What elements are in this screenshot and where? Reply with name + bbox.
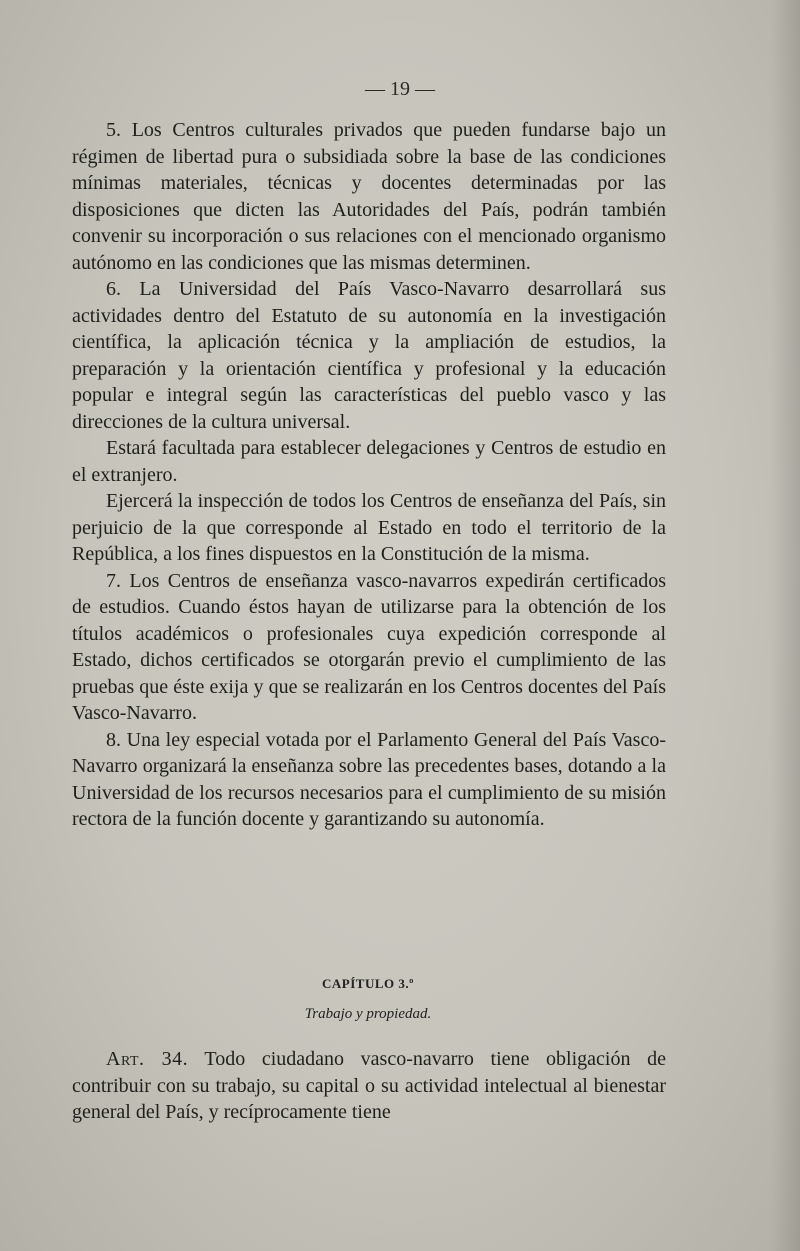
paragraph-section-8: 8. Una ley especial votada por el Parlamento General del País Vasco-Navarro organizará la enseñanza sobre las precedentes bases, dotando a la Universidad de los recursos necesarios para el cumplimiento de su misión rectora de la función docente y garantizando su autonomía.	[72, 728, 666, 830]
article-label: Art. 34.	[106, 1048, 189, 1070]
paragraph-delegations: Estará facultada para establecer delegaciones y Centros de estudio en el extranjero.	[72, 437, 666, 486]
page-edge-shadow	[770, 0, 800, 1251]
page-number: — 19 —	[365, 78, 435, 100]
body-text	[72, 117, 666, 833]
article-text: Todo ciudadano vasco-navarro tiene obligación de contribuir con su trabajo, su capital o su actividad intelectual al bienestar general del País, y recíprocamente tiene	[72, 1048, 666, 1123]
paragraph-section-5: 5. Los Centros culturales privados que pueden fundarse bajo un régimen de libertad pura o subsidiada sobre la base de las condiciones mínimas materiales, técnicas y docentes determinadas por las disposiciones que dicten las Autoridades del País, podrán también convenir su incorporación o sus relaciones con el mencionado organismo autónomo en las condiciones que las mismas determinen.	[72, 119, 666, 274]
article-34	[72, 1046, 666, 1126]
chapter-title: CAPÍTULO 3.º	[322, 976, 414, 991]
chapter-subtitle: Trabajo y propiedad.	[304, 1006, 432, 1022]
paragraph-inspection: Ejercerá la inspección de todos los Centros de enseñanza del País, sin perjuicio de la que corresponde al Estado en todo el territorio de la República, a los fines dispuestos en la Constitución de la misma.	[72, 490, 666, 565]
paragraph-section-7: 7. Los Centros de enseñanza vasco-navarros expedirán certificados de estudios. Cuando éstos hayan de utilizarse para la obtención de los títulos académicos o profesionales cuya expedición corresponde al Estado, dichos certificados se otorgarán previo el cumplimiento de las pruebas que éste exija y que se realizarán en los Centros docentes del País Vasco-Navarro.	[72, 569, 666, 724]
article-34-paragraph	[72, 1046, 666, 1126]
paragraph-section-6: 6. La Universidad del País Vasco-Navarro desarrollará sus actividades dentro del Estatuto de su autonomía en la investigación científica, la aplicación técnica y la ampliación de estudios, la preparación y la orientación científica y profesional y la educación popular e integral según las características del pueblo vasco y las direcciones de la cultura universal.	[72, 278, 666, 433]
